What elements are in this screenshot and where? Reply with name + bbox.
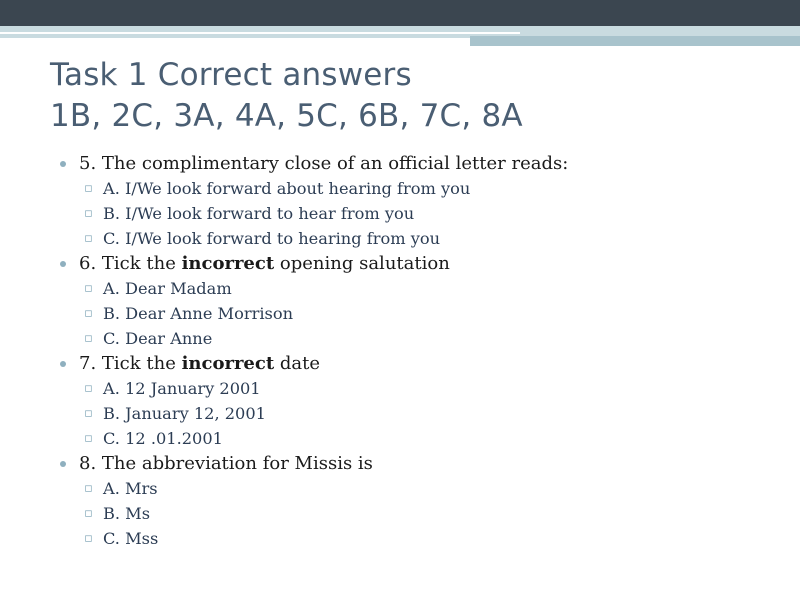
- arrow-bullet-icon: ▫: [84, 406, 93, 421]
- header-dark-band: [0, 0, 800, 26]
- question-8-text: 8. The abbreviation for Missis is: [79, 453, 373, 474]
- q7-option-b-text: B. January 12, 2001: [103, 404, 266, 423]
- q6-option-c-text: C. Dear Anne: [103, 329, 213, 348]
- bullet-icon: [60, 261, 66, 267]
- q7-option-c-text: C. 12 .01.2001: [103, 429, 223, 448]
- arrow-bullet-icon: ▫: [84, 506, 93, 521]
- page-title: [50, 55, 770, 137]
- q8-option-c: [60, 526, 780, 551]
- q5-option-c-text: C. I/We look forward to hearing from you: [103, 229, 441, 248]
- q6-option-a-text: A. Dear Madam: [103, 279, 232, 298]
- arrow-bullet-icon: ▫: [84, 206, 93, 221]
- q5-option-c: [60, 226, 780, 251]
- bullet-icon: [60, 161, 66, 167]
- bullet-icon: [60, 361, 66, 367]
- question-5-text: 5. The complimentary close of an official letter reads:: [79, 153, 569, 174]
- header-accent: [470, 36, 800, 46]
- question-6-suffix: opening salutation: [274, 253, 450, 274]
- arrow-bullet-icon: ▫: [84, 481, 93, 496]
- q5-option-b-text: B. I/We look forward to hear from you: [103, 204, 415, 223]
- arrow-bullet-icon: ▫: [84, 181, 93, 196]
- question-8: [60, 451, 780, 476]
- arrow-bullet-icon: ▫: [84, 331, 93, 346]
- q6-option-b: [60, 301, 780, 326]
- question-6: [60, 251, 780, 276]
- question-6-emphasis: incorrect: [181, 253, 275, 274]
- arrow-bullet-icon: ▫: [84, 306, 93, 321]
- header-decoration: [0, 0, 800, 60]
- q5-option-b: [60, 201, 780, 226]
- question-7: [60, 351, 780, 376]
- q8-option-a-text: A. Mrs: [103, 479, 158, 498]
- bullet-icon: [60, 461, 66, 467]
- question-6-prefix: 6. Tick the: [79, 253, 182, 274]
- title-line-2: 1B, 2C, 3A, 4A, 5C, 6B, 7C, 8A: [50, 98, 523, 134]
- arrow-bullet-icon: ▫: [84, 431, 93, 446]
- arrow-bullet-icon: ▫: [84, 281, 93, 296]
- question-7-emphasis: incorrect: [181, 353, 275, 374]
- question-5: [60, 151, 780, 176]
- question-7-prefix: 7. Tick the: [79, 353, 182, 374]
- q7-option-c: [60, 426, 780, 451]
- q6-option-c: [60, 326, 780, 351]
- q6-option-b-text: B. Dear Anne Morrison: [103, 304, 293, 323]
- header-white-line: [0, 32, 520, 34]
- q8-option-b-text: B. Ms: [103, 504, 151, 523]
- q8-option-c-text: C. Mss: [103, 529, 159, 548]
- q5-option-a: [60, 176, 780, 201]
- q8-option-b: [60, 501, 780, 526]
- arrow-bullet-icon: ▫: [84, 231, 93, 246]
- slide-content: [60, 151, 780, 551]
- title-line-1: Task 1 Correct answers: [50, 57, 412, 93]
- q7-option-a: [60, 376, 780, 401]
- q7-option-b: [60, 401, 780, 426]
- q8-option-a: [60, 476, 780, 501]
- q7-option-a-text: A. 12 January 2001: [103, 379, 261, 398]
- question-7-suffix: date: [274, 353, 321, 374]
- arrow-bullet-icon: ▫: [84, 381, 93, 396]
- q6-option-a: [60, 276, 780, 301]
- q5-option-a-text: A. I/We look forward about hearing from you: [103, 179, 471, 198]
- arrow-bullet-icon: ▫: [84, 531, 93, 546]
